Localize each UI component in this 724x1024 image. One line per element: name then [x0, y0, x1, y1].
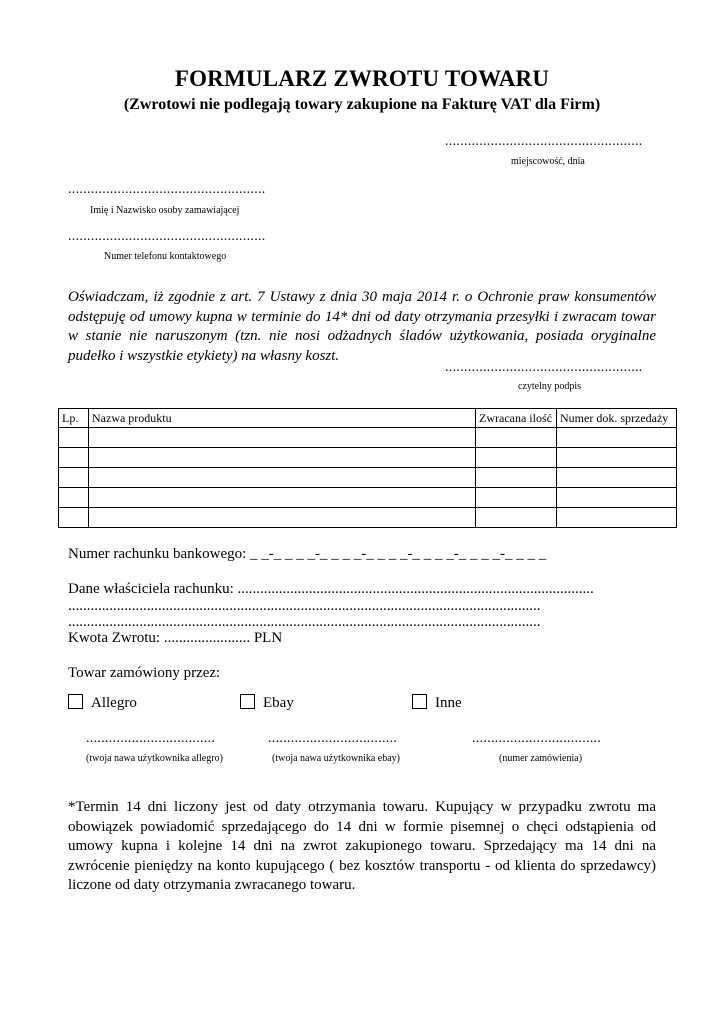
products-table	[58, 408, 677, 528]
table-cell[interactable]	[557, 508, 677, 528]
place-date-field[interactable]: ....................................................	[445, 134, 643, 149]
table-cell[interactable]	[476, 488, 557, 508]
allegro-username-label: (twoja nawa użytkownika allegro)	[86, 753, 223, 764]
table-cell[interactable]	[557, 488, 677, 508]
inne-checkbox[interactable]	[412, 694, 427, 709]
form-title: FORMULARZ ZWROTU TOWARU	[174, 66, 550, 91]
table-cell[interactable]	[557, 468, 677, 488]
form-subtitle: (Zwrotowi nie podlegają towary zakupione na Fakturę VAT dla Firm)	[123, 96, 601, 113]
signature-label: czytelny podpis	[518, 381, 582, 392]
ordered-via-label: Towar zamówiony przez:	[68, 665, 221, 681]
phone-field[interactable]: ....................................................	[68, 229, 266, 244]
table-cell[interactable]	[557, 428, 677, 448]
table-row	[59, 468, 677, 488]
refund-currency: PLN	[253, 630, 283, 646]
table-cell[interactable]	[59, 488, 89, 508]
option-ebay-label: Ebay	[263, 695, 294, 711]
option-allegro-label: Allegro	[91, 695, 137, 711]
account-owner-line-3[interactable]: ..............................................................................................................................	[68, 614, 541, 630]
col-header-sale-doc: Numer dok. sprzedaży	[557, 409, 677, 428]
refund-amount-field[interactable]: .......................	[163, 630, 251, 646]
ebay-username-field[interactable]: ..................................	[268, 731, 398, 746]
table-cell[interactable]	[476, 448, 557, 468]
col-header-product-name: Nazwa produktu	[89, 409, 476, 428]
table-cell[interactable]	[59, 448, 89, 468]
withdrawal-statement: Oświadczam, iż zgodnie z art. 7 Ustawy z dnia 30 maja 2014 r. o Ochronie praw konsumentów odstępuję od umowy kupna w terminie do 14* dni od daty otrzymania przesyłki i zwracam towar w stanie nie naruszonym (tzn. nie nosi odżadnych śladów użytkowania, posiada oryginalne pudełko i wszystkie etykiety) na własny koszt.	[68, 289, 656, 364]
option-inne[interactable]	[412, 694, 462, 712]
option-ebay[interactable]	[240, 694, 294, 712]
table-cell[interactable]	[476, 508, 557, 528]
place-date-label: miejscowość, dnia	[511, 156, 585, 167]
col-header-quantity: Zwracana ilość	[476, 409, 557, 428]
col-header-lp: Lp.	[59, 409, 89, 428]
customer-name-field[interactable]: ....................................................	[68, 182, 266, 197]
table-row	[59, 488, 677, 508]
table-cell[interactable]	[59, 508, 89, 528]
order-number-label: (numer zamówienia)	[499, 753, 583, 764]
table-row	[59, 428, 677, 448]
table-cell[interactable]	[89, 508, 476, 528]
ebay-checkbox[interactable]	[240, 694, 255, 709]
table-cell[interactable]	[59, 428, 89, 448]
option-inne-label: Inne	[435, 695, 462, 711]
account-owner-field[interactable]: ...............................................................................................	[237, 581, 594, 597]
account-owner-row	[68, 581, 594, 598]
order-number-field[interactable]: ..................................	[472, 731, 602, 746]
table-cell[interactable]	[476, 468, 557, 488]
account-owner-line-2[interactable]: ..............................................................................................................................	[68, 598, 541, 614]
account-owner-label: Dane właściciela rachunku:	[68, 581, 234, 597]
bank-account-label: Numer rachunku bankowego:	[68, 546, 247, 562]
table-header-row	[59, 409, 677, 428]
phone-label: Numer telefonu kontaktowego	[104, 251, 227, 262]
bank-account-field[interactable]: _ _-_ _ _ _-_ _ _ _-_ _ _ _-_ _ _ _-_ _ _ _-_ _ _ _	[250, 546, 547, 562]
table-cell[interactable]	[89, 448, 476, 468]
ebay-username-label: (twoja nawa użytkownika ebay)	[272, 753, 401, 764]
table-cell[interactable]	[557, 448, 677, 468]
table-cell[interactable]	[476, 428, 557, 448]
table-cell[interactable]	[89, 468, 476, 488]
table-row	[59, 508, 677, 528]
refund-amount-label: Kwota Zwrotu:	[68, 630, 161, 646]
table-cell[interactable]	[89, 488, 476, 508]
customer-name-label: Imię i Nazwisko osoby zamawiającej	[90, 205, 240, 216]
table-cell[interactable]	[89, 428, 476, 448]
signature-field[interactable]: ....................................................	[445, 360, 643, 375]
table-cell[interactable]	[59, 468, 89, 488]
option-allegro[interactable]	[68, 694, 137, 712]
bank-account-row	[68, 546, 546, 563]
allegro-username-field[interactable]: ..................................	[86, 731, 216, 746]
allegro-checkbox[interactable]	[68, 694, 83, 709]
table-row	[59, 448, 677, 468]
terms-footnote: *Termin 14 dni liczony jest od daty otrzymania towaru. Kupujący w przypadku zwrotu ma obowiązek powiadomić sprzedającego do 14 dni w formie pisemnej o chęci odstąpienia od umowy kupna i kolejne 14 dni na zwrot zakupionego towaru. Sprzedający ma 14 dni na zwrócenie pieniędzy na konto kupującego ( bez kosztów transportu - od klienta do sprzedawcy) liczone od daty otrzymania zwracanego towaru.	[68, 799, 656, 893]
refund-amount-row	[68, 630, 282, 647]
